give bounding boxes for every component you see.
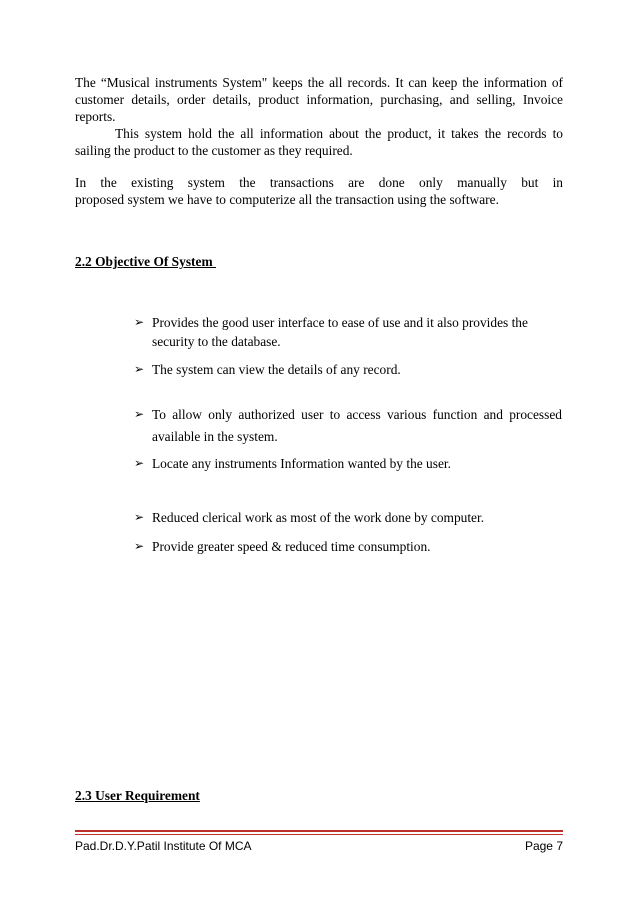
arrow-bullet-icon: ➢ bbox=[134, 539, 145, 553]
footer-rule-thick bbox=[75, 830, 563, 832]
arrow-bullet-icon: ➢ bbox=[134, 407, 145, 421]
bullet-text-line-2: security to the database. bbox=[152, 334, 281, 349]
bullet-item bbox=[134, 360, 562, 379]
intro-p2-line-2: sailing the product to the customer as they required. bbox=[75, 143, 353, 158]
bullet-text-line-1: Locate any instruments Information wanted by the user. bbox=[152, 456, 451, 471]
intro-paragraph-3 bbox=[75, 174, 563, 208]
footer-institute: Pad.Dr.D.Y.Patil Institute Of MCA bbox=[75, 839, 252, 853]
bullet-text-line-2: available in the system. bbox=[152, 429, 278, 444]
footer-page-number: Page 7 bbox=[524, 839, 563, 853]
arrow-bullet-icon: ➢ bbox=[134, 315, 145, 329]
bullet-text-line-1: Reduced clerical work as most of the work done by computer. bbox=[152, 510, 485, 525]
intro-p3-line-1: In the existing system the transactions are done only manually but in bbox=[75, 175, 563, 190]
arrow-bullet-icon: ➢ bbox=[134, 456, 145, 470]
bullet-text-line-1: To allow only authorized user to access various function and processed bbox=[152, 407, 562, 422]
intro-paragraph-1 bbox=[75, 74, 563, 125]
arrow-bullet-icon: ➢ bbox=[134, 510, 145, 524]
section-heading-objective: 2.2 Objective Of System bbox=[75, 254, 216, 269]
footer-rule-thin bbox=[75, 834, 563, 835]
section-heading-user-requirement bbox=[75, 788, 200, 804]
section-title: User Requirement bbox=[95, 788, 200, 803]
intro-p1-line-1: The “Musical instruments System" keeps the all records. It can keep the information of bbox=[75, 75, 563, 90]
bullet-item bbox=[134, 313, 562, 351]
bullet-item bbox=[134, 454, 562, 473]
bullet-text-line-1: Provides the good user interface to ease of use and it also provides the bbox=[152, 315, 528, 330]
intro-p1-line-3: reports. bbox=[75, 109, 116, 124]
intro-p1-line-2: customer details, order details, product information, purchasing, and selling, Invoice bbox=[75, 92, 563, 107]
arrow-bullet-icon: ➢ bbox=[134, 362, 145, 376]
bullet-text-line-1: Provide greater speed & reduced time consumption. bbox=[152, 539, 431, 554]
intro-p2-line-1: This system hold the all information about the product, it takes the records to bbox=[115, 126, 563, 141]
bullet-item bbox=[134, 537, 562, 556]
intro-p3-line-2: proposed system we have to computerize all the transaction using the software. bbox=[75, 192, 499, 207]
bullet-item bbox=[134, 405, 562, 446]
intro-paragraph-2 bbox=[75, 125, 563, 159]
bullet-item bbox=[134, 508, 562, 527]
section-number: 2.3 bbox=[75, 788, 96, 803]
bullet-text-line-1: The system can view the details of any record. bbox=[152, 362, 401, 377]
